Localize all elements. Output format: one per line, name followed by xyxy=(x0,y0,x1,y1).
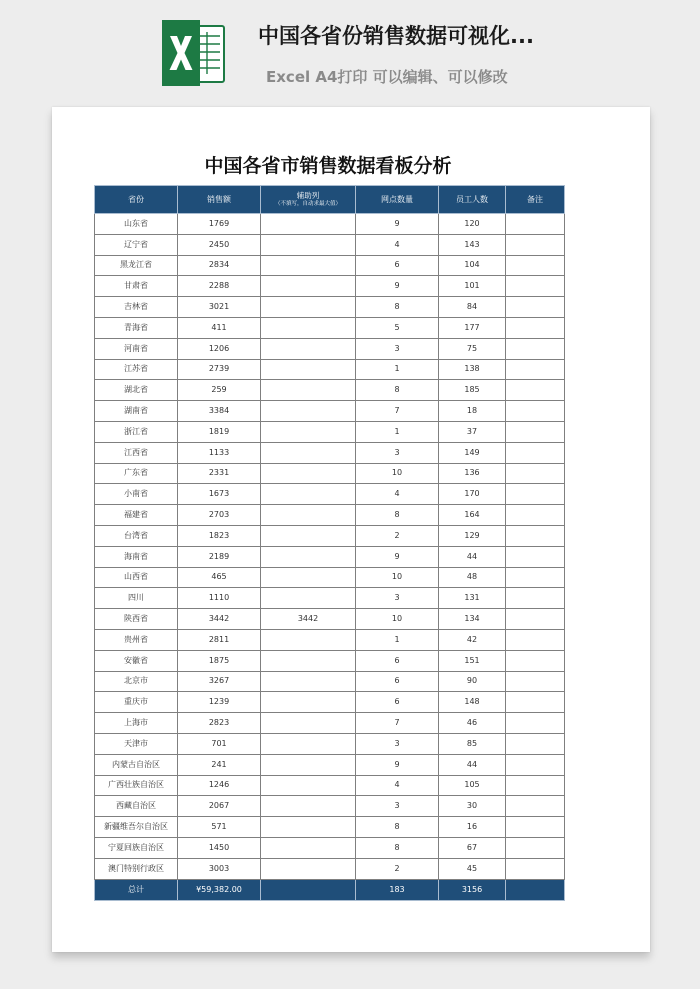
cell-staff[interactable]: 138 xyxy=(439,359,506,380)
cell-remark[interactable] xyxy=(506,567,565,588)
cell-outlets[interactable]: 3 xyxy=(356,442,439,463)
total-outlets[interactable]: 183 xyxy=(356,879,439,900)
table-row xyxy=(95,421,565,442)
cell-remark[interactable] xyxy=(506,421,565,442)
cell-sales[interactable]: 1450 xyxy=(178,837,261,858)
aux-column-title: 辅助列 xyxy=(296,191,320,200)
total-label[interactable]: 总计 xyxy=(95,879,178,900)
cell-aux[interactable] xyxy=(261,837,356,858)
cell-province[interactable]: 新疆维吾尔自治区 xyxy=(95,817,178,838)
cell-remark[interactable] xyxy=(506,359,565,380)
cell-aux[interactable] xyxy=(261,401,356,422)
cell-staff[interactable]: 85 xyxy=(439,733,506,754)
table-row xyxy=(95,297,565,318)
table-header-row xyxy=(95,186,565,214)
cell-staff[interactable]: 170 xyxy=(439,484,506,505)
table-row xyxy=(95,775,565,796)
document-subtitle: Excel A4打印 可以编辑、可以修改 xyxy=(266,68,508,86)
cell-staff[interactable]: 45 xyxy=(439,858,506,879)
cell-remark[interactable] xyxy=(506,609,565,630)
cell-staff[interactable]: 16 xyxy=(439,817,506,838)
cell-staff[interactable]: 18 xyxy=(439,401,506,422)
cell-sales[interactable]: 2189 xyxy=(178,546,261,567)
table-row xyxy=(95,692,565,713)
cell-remark[interactable] xyxy=(506,380,565,401)
total-staff[interactable]: 3156 xyxy=(439,879,506,900)
table-row xyxy=(95,359,565,380)
cell-sales[interactable]: 3384 xyxy=(178,401,261,422)
cell-remark[interactable] xyxy=(506,255,565,276)
cell-aux[interactable] xyxy=(261,442,356,463)
cell-outlets[interactable]: 1 xyxy=(356,629,439,650)
cell-province[interactable]: 海南省 xyxy=(95,546,178,567)
table-row xyxy=(95,525,565,546)
cell-remark[interactable] xyxy=(506,338,565,359)
column-header-province: 省份 xyxy=(95,186,178,214)
cell-sales[interactable]: 1823 xyxy=(178,525,261,546)
cell-province[interactable]: 吉林省 xyxy=(95,297,178,318)
cell-staff[interactable]: 44 xyxy=(439,754,506,775)
cell-aux[interactable] xyxy=(261,276,356,297)
cell-sales[interactable]: 241 xyxy=(178,754,261,775)
table-row xyxy=(95,380,565,401)
cell-aux[interactable] xyxy=(261,754,356,775)
cell-sales[interactable]: 2703 xyxy=(178,505,261,526)
cell-remark[interactable] xyxy=(506,297,565,318)
cell-staff[interactable]: 148 xyxy=(439,692,506,713)
cell-aux[interactable]: 3442 xyxy=(261,609,356,630)
cell-aux[interactable] xyxy=(261,775,356,796)
cell-sales[interactable]: 2811 xyxy=(178,629,261,650)
cell-outlets[interactable]: 6 xyxy=(356,255,439,276)
cell-sales[interactable]: 2450 xyxy=(178,234,261,255)
cell-province[interactable]: 西藏自治区 xyxy=(95,796,178,817)
cell-remark[interactable] xyxy=(506,692,565,713)
cell-province[interactable]: 陕西省 xyxy=(95,609,178,630)
cell-outlets[interactable]: 8 xyxy=(356,380,439,401)
cell-aux[interactable] xyxy=(261,484,356,505)
cell-outlets[interactable]: 6 xyxy=(356,692,439,713)
cell-sales[interactable]: 2331 xyxy=(178,463,261,484)
cell-outlets[interactable]: 9 xyxy=(356,546,439,567)
cell-remark[interactable] xyxy=(506,650,565,671)
cell-staff[interactable]: 90 xyxy=(439,671,506,692)
table-row xyxy=(95,276,565,297)
table-row xyxy=(95,401,565,422)
cell-outlets[interactable]: 9 xyxy=(356,754,439,775)
cell-staff[interactable]: 101 xyxy=(439,276,506,297)
cell-staff[interactable]: 177 xyxy=(439,317,506,338)
cell-aux[interactable] xyxy=(261,796,356,817)
cell-staff[interactable]: 42 xyxy=(439,629,506,650)
cell-aux[interactable] xyxy=(261,234,356,255)
cell-staff[interactable]: 44 xyxy=(439,546,506,567)
cell-staff[interactable]: 120 xyxy=(439,214,506,235)
cell-province[interactable]: 台湾省 xyxy=(95,525,178,546)
table-row xyxy=(95,234,565,255)
cell-province[interactable]: 湖南省 xyxy=(95,401,178,422)
table-row xyxy=(95,567,565,588)
cell-outlets[interactable]: 8 xyxy=(356,297,439,318)
cell-outlets[interactable]: 6 xyxy=(356,650,439,671)
cell-province[interactable]: 上海市 xyxy=(95,713,178,734)
table-row xyxy=(95,214,565,235)
cell-remark[interactable] xyxy=(506,588,565,609)
table-row xyxy=(95,754,565,775)
cell-staff[interactable]: 143 xyxy=(439,234,506,255)
cell-province[interactable]: 重庆市 xyxy=(95,692,178,713)
cell-remark[interactable] xyxy=(506,796,565,817)
cell-outlets[interactable]: 10 xyxy=(356,567,439,588)
cell-outlets[interactable]: 3 xyxy=(356,588,439,609)
cell-sales[interactable]: 701 xyxy=(178,733,261,754)
cell-province[interactable]: 宁夏回族自治区 xyxy=(95,837,178,858)
table-row xyxy=(95,317,565,338)
cell-sales[interactable]: 1206 xyxy=(178,338,261,359)
cell-remark[interactable] xyxy=(506,671,565,692)
cell-aux[interactable] xyxy=(261,817,356,838)
cell-province[interactable]: 山东省 xyxy=(95,214,178,235)
cell-outlets[interactable]: 2 xyxy=(356,525,439,546)
cell-outlets[interactable]: 4 xyxy=(356,484,439,505)
cell-outlets[interactable]: 8 xyxy=(356,505,439,526)
column-header-staff: 员工人数 xyxy=(439,186,506,214)
cell-remark[interactable] xyxy=(506,817,565,838)
cell-aux[interactable] xyxy=(261,297,356,318)
cell-staff[interactable]: 84 xyxy=(439,297,506,318)
cell-province[interactable]: 北京市 xyxy=(95,671,178,692)
cell-aux[interactable] xyxy=(261,567,356,588)
cell-aux[interactable] xyxy=(261,421,356,442)
cell-outlets[interactable]: 3 xyxy=(356,796,439,817)
column-header-sales: 销售额 xyxy=(178,186,261,214)
table-row xyxy=(95,442,565,463)
cell-sales[interactable]: 3442 xyxy=(178,609,261,630)
cell-aux[interactable] xyxy=(261,733,356,754)
table-row xyxy=(95,505,565,526)
a4-page xyxy=(52,107,650,952)
cell-staff[interactable]: 48 xyxy=(439,567,506,588)
cell-sales[interactable]: 1769 xyxy=(178,214,261,235)
cell-sales[interactable]: 1246 xyxy=(178,775,261,796)
cell-staff[interactable]: 37 xyxy=(439,421,506,442)
sales-table xyxy=(94,185,565,901)
total-row xyxy=(95,879,565,900)
cell-staff[interactable]: 30 xyxy=(439,796,506,817)
cell-remark[interactable] xyxy=(506,858,565,879)
cell-aux[interactable] xyxy=(261,380,356,401)
cell-staff[interactable]: 104 xyxy=(439,255,506,276)
cell-province[interactable]: 河南省 xyxy=(95,338,178,359)
cell-sales[interactable]: 2739 xyxy=(178,359,261,380)
table-row xyxy=(95,713,565,734)
cell-aux[interactable] xyxy=(261,713,356,734)
cell-outlets[interactable]: 4 xyxy=(356,234,439,255)
cell-staff[interactable]: 136 xyxy=(439,463,506,484)
cell-province[interactable]: 广西壮族自治区 xyxy=(95,775,178,796)
cell-outlets[interactable]: 7 xyxy=(356,401,439,422)
cell-province[interactable]: 山西省 xyxy=(95,567,178,588)
cell-remark[interactable] xyxy=(506,505,565,526)
cell-sales[interactable]: 259 xyxy=(178,380,261,401)
cell-province[interactable]: 福建省 xyxy=(95,505,178,526)
cell-aux[interactable] xyxy=(261,255,356,276)
cell-staff[interactable]: 149 xyxy=(439,442,506,463)
table-row xyxy=(95,546,565,567)
total-remark[interactable] xyxy=(506,879,565,900)
cell-province[interactable]: 甘肃省 xyxy=(95,276,178,297)
column-header-remark: 备注 xyxy=(506,186,565,214)
table-row xyxy=(95,338,565,359)
cell-outlets[interactable]: 1 xyxy=(356,359,439,380)
total-aux[interactable] xyxy=(261,879,356,900)
cell-outlets[interactable]: 8 xyxy=(356,817,439,838)
cell-aux[interactable] xyxy=(261,359,356,380)
cell-outlets[interactable]: 7 xyxy=(356,713,439,734)
cell-sales[interactable]: 2067 xyxy=(178,796,261,817)
table-row xyxy=(95,837,565,858)
cell-sales[interactable]: 1110 xyxy=(178,588,261,609)
cell-outlets[interactable]: 3 xyxy=(356,733,439,754)
cell-remark[interactable] xyxy=(506,317,565,338)
cell-remark[interactable] xyxy=(506,276,565,297)
cell-sales[interactable]: 1239 xyxy=(178,692,261,713)
cell-remark[interactable] xyxy=(506,754,565,775)
cell-remark[interactable] xyxy=(506,546,565,567)
cell-outlets[interactable]: 9 xyxy=(356,214,439,235)
cell-sales[interactable]: 2823 xyxy=(178,713,261,734)
cell-outlets[interactable]: 10 xyxy=(356,609,439,630)
table-row xyxy=(95,671,565,692)
cell-province[interactable]: 安徽省 xyxy=(95,650,178,671)
cell-province[interactable]: 青海省 xyxy=(95,317,178,338)
cell-province[interactable]: 澳门特别行政区 xyxy=(95,858,178,879)
table-row xyxy=(95,796,565,817)
cell-sales[interactable]: 3021 xyxy=(178,297,261,318)
cell-province[interactable]: 天津市 xyxy=(95,733,178,754)
cell-remark[interactable] xyxy=(506,713,565,734)
cell-sales[interactable]: 3267 xyxy=(178,671,261,692)
cell-outlets[interactable]: 5 xyxy=(356,317,439,338)
cell-province[interactable]: 辽宁省 xyxy=(95,234,178,255)
table-row xyxy=(95,733,565,754)
cell-aux[interactable] xyxy=(261,858,356,879)
cell-aux[interactable] xyxy=(261,505,356,526)
table-row xyxy=(95,650,565,671)
cell-province[interactable]: 贵州省 xyxy=(95,629,178,650)
cell-staff[interactable]: 164 xyxy=(439,505,506,526)
cell-aux[interactable] xyxy=(261,525,356,546)
table-row xyxy=(95,609,565,630)
table-row xyxy=(95,463,565,484)
page-header xyxy=(0,0,700,100)
cell-staff[interactable]: 75 xyxy=(439,338,506,359)
cell-outlets[interactable]: 1 xyxy=(356,421,439,442)
cell-staff[interactable]: 67 xyxy=(439,837,506,858)
table-row xyxy=(95,858,565,879)
cell-staff[interactable]: 185 xyxy=(439,380,506,401)
column-header-aux xyxy=(261,186,356,214)
cell-remark[interactable] xyxy=(506,463,565,484)
cell-staff[interactable]: 131 xyxy=(439,588,506,609)
cell-staff[interactable]: 134 xyxy=(439,609,506,630)
cell-remark[interactable] xyxy=(506,775,565,796)
cell-staff[interactable]: 151 xyxy=(439,650,506,671)
cell-sales[interactable]: 2834 xyxy=(178,255,261,276)
cell-sales[interactable]: 1673 xyxy=(178,484,261,505)
cell-remark[interactable] xyxy=(506,525,565,546)
cell-aux[interactable] xyxy=(261,692,356,713)
cell-sales[interactable]: 1875 xyxy=(178,650,261,671)
table-row xyxy=(95,484,565,505)
cell-staff[interactable]: 46 xyxy=(439,713,506,734)
excel-icon xyxy=(162,20,226,86)
sheet-title: 中国各省市销售数据看板分析 xyxy=(204,155,452,177)
cell-remark[interactable] xyxy=(506,401,565,422)
cell-sales[interactable]: 3003 xyxy=(178,858,261,879)
document-title: 中国各省份销售数据可视化... xyxy=(258,24,534,48)
cell-aux[interactable] xyxy=(261,214,356,235)
total-sales[interactable]: ¥59,382.00 xyxy=(178,879,261,900)
cell-aux[interactable] xyxy=(261,650,356,671)
cell-province[interactable]: 浙江省 xyxy=(95,421,178,442)
aux-column-note: （不填写，自动求最大值） xyxy=(274,200,341,207)
cell-province[interactable]: 小南省 xyxy=(95,484,178,505)
cell-aux[interactable] xyxy=(261,629,356,650)
cell-province[interactable]: 黑龙江省 xyxy=(95,255,178,276)
cell-province[interactable]: 四川 xyxy=(95,588,178,609)
cell-province[interactable]: 广东省 xyxy=(95,463,178,484)
table-row xyxy=(95,588,565,609)
cell-staff[interactable]: 105 xyxy=(439,775,506,796)
cell-sales[interactable]: 411 xyxy=(178,317,261,338)
cell-sales[interactable]: 1819 xyxy=(178,421,261,442)
cell-outlets[interactable]: 8 xyxy=(356,837,439,858)
cell-province[interactable]: 内蒙古自治区 xyxy=(95,754,178,775)
cell-remark[interactable] xyxy=(506,214,565,235)
cell-aux[interactable] xyxy=(261,338,356,359)
table-row xyxy=(95,255,565,276)
cell-outlets[interactable]: 9 xyxy=(356,276,439,297)
cell-sales[interactable]: 571 xyxy=(178,817,261,838)
column-header-outlets: 网点数量 xyxy=(356,186,439,214)
cell-sales[interactable]: 465 xyxy=(178,567,261,588)
cell-aux[interactable] xyxy=(261,588,356,609)
cell-aux[interactable] xyxy=(261,317,356,338)
cell-province[interactable]: 江西省 xyxy=(95,442,178,463)
cell-remark[interactable] xyxy=(506,629,565,650)
cell-remark[interactable] xyxy=(506,484,565,505)
table-body xyxy=(95,214,565,880)
cell-staff[interactable]: 129 xyxy=(439,525,506,546)
cell-outlets[interactable]: 2 xyxy=(356,858,439,879)
cell-sales[interactable]: 1133 xyxy=(178,442,261,463)
cell-outlets[interactable]: 10 xyxy=(356,463,439,484)
cell-outlets[interactable]: 3 xyxy=(356,338,439,359)
cell-sales[interactable]: 2288 xyxy=(178,276,261,297)
cell-remark[interactable] xyxy=(506,442,565,463)
cell-aux[interactable] xyxy=(261,546,356,567)
cell-remark[interactable] xyxy=(506,837,565,858)
table-row xyxy=(95,817,565,838)
cell-aux[interactable] xyxy=(261,671,356,692)
cell-remark[interactable] xyxy=(506,234,565,255)
cell-outlets[interactable]: 6 xyxy=(356,671,439,692)
cell-outlets[interactable]: 4 xyxy=(356,775,439,796)
cell-aux[interactable] xyxy=(261,463,356,484)
cell-province[interactable]: 湖北省 xyxy=(95,380,178,401)
cell-remark[interactable] xyxy=(506,733,565,754)
table-row xyxy=(95,629,565,650)
cell-province[interactable]: 江苏省 xyxy=(95,359,178,380)
